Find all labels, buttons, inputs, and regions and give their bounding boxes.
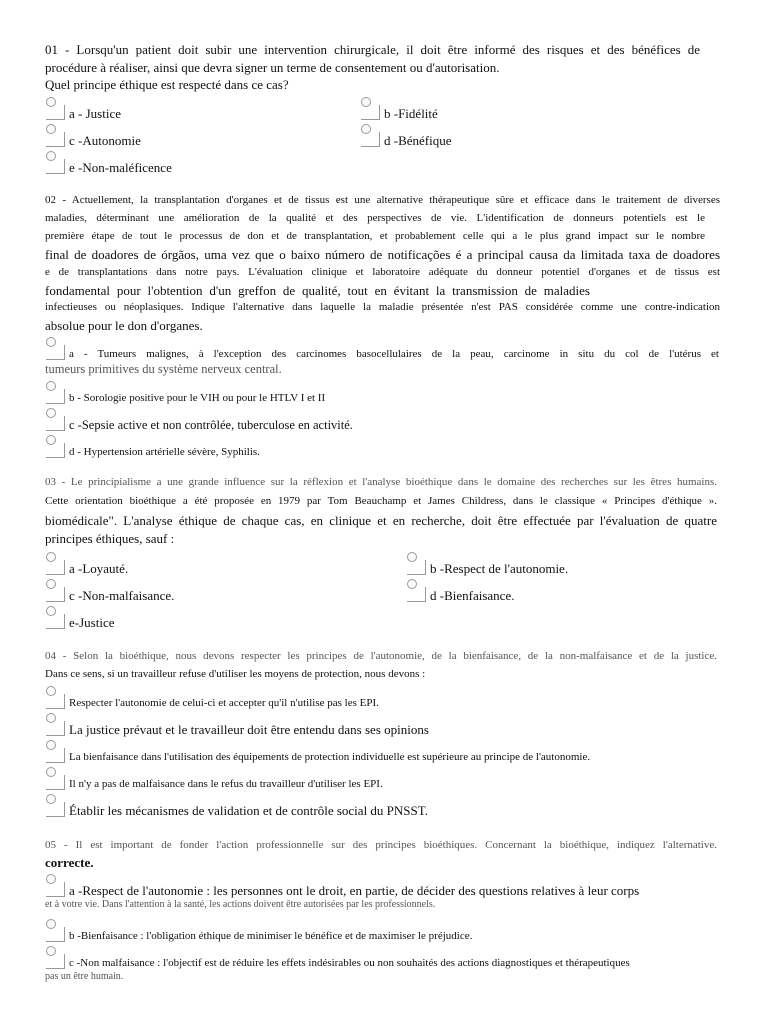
radio-button-icon[interactable]	[45, 946, 69, 972]
q3-line: 03 - Le principialisme a une grande influence sur la réflexion et l'analyse bioéthique dans le domaine des recherches sur les êtres humains.	[45, 476, 717, 488]
q2-line: 02 - Actuellement, la transplantation d'organes et de tissus est une alternative thérapeutique sûre et efficace dans le traitement de diverses	[45, 194, 720, 206]
q2-line: maladies, déterminant une amélioration de la qualité et des perspectives de vie. L'identification de donneurs potentiels est le	[45, 212, 705, 224]
q3-option-a[interactable]: a -Loyauté.	[45, 552, 128, 578]
radio-button-icon[interactable]	[45, 381, 69, 407]
radio-button-icon[interactable]	[360, 97, 384, 123]
q2-option-a[interactable]: a - Tumeurs malignes, à l'exception des carcinomes basocellulaires de la peau, carcinome in situ du col de l'utérus et	[45, 337, 719, 363]
radio-button-icon[interactable]	[45, 794, 69, 820]
radio-button-icon[interactable]	[45, 740, 69, 766]
q2-option-d[interactable]: d - Hypertension artérielle sévère, Syphilis.	[45, 435, 260, 461]
q4-option-2[interactable]: La justice prévaut et le travailleur doit être entendu dans ses opinions	[45, 713, 429, 739]
radio-button-icon[interactable]	[45, 408, 69, 434]
q2-line: première étape de tout le processus de don et de transplantation, et probablement celle qui a le plus grand impact sur le nombre	[45, 230, 705, 242]
q2-line: final de doadores de órgãos, uma vez que o baixo número de notificações é a principal causa da limitada taxa de doadores	[45, 247, 720, 262]
q1-line3: Quel principe éthique est respecté dans ce cas?	[45, 77, 289, 92]
q3-line: principes éthiques, sauf :	[45, 531, 175, 546]
q5-option-a[interactable]: a -Respect de l'autonomie : les personnes ont le droit, en partie, de décider des questions relatives à leur corps	[45, 874, 639, 900]
q4-option-1[interactable]: Respecter l'autonomie de celui-ci et accepter qu'il n'utilise pas les EPI.	[45, 686, 379, 712]
q4-option-5[interactable]: Établir les mécanismes de validation et de contrôle social du PNSST.	[45, 794, 428, 820]
q1-line1: 01 - Lorsqu'un patient doit subir une intervention chirurgicale, il doit être informé des risques et des bénéfices de	[45, 42, 700, 57]
q2-line: infectieuses ou néoplasiques. Indique l'alternative dans laquelle la maladie présentée n'est PAS considérée comme une contre-indication	[45, 301, 720, 313]
q4-line: 04 - Selon la bioéthique, nous devons respecter les principes de l'autonomie, de la bienfaisance, de la non-malfaisance et de la justice.	[45, 650, 717, 662]
radio-button-icon[interactable]	[45, 713, 69, 739]
radio-button-icon[interactable]	[45, 337, 69, 363]
radio-button-icon[interactable]	[45, 767, 69, 793]
q4-option-3[interactable]: La bienfaisance dans l'utilisation des équipements de protection individuelle est supérieure au principe de l'autonomie.	[45, 740, 590, 766]
q2-option-a-continuation: tumeurs primitives du système nerveux central.	[45, 362, 282, 376]
q1-option-b[interactable]: b -Fidélité	[360, 97, 438, 123]
q2-line: fondamental pour l'obtention d'un greffon de qualité, tout en évitant la transmission de maladies	[45, 283, 590, 298]
radio-button-icon[interactable]	[45, 686, 69, 712]
q5-line2: correcte.	[45, 855, 94, 870]
radio-button-icon[interactable]	[45, 97, 69, 123]
radio-button-icon[interactable]	[406, 552, 430, 578]
q1-line2: procédure à réaliser, ainsi que devra signer un terme de consentement ou d'autorisation.	[45, 60, 500, 75]
radio-button-icon[interactable]	[406, 579, 430, 605]
q1-option-a[interactable]: a - Justice	[45, 97, 121, 123]
q3-option-c[interactable]: c -Non-malfaisance.	[45, 579, 174, 605]
q2-option-c[interactable]: c -Sepsie active et non contrôlée, tuberculose en activité.	[45, 408, 353, 434]
radio-button-icon[interactable]	[45, 606, 69, 632]
q5-option-a-continuation: et à votre vie. Dans l'attention à la santé, les actions doivent être autorisées par les professionnels.	[45, 899, 436, 910]
q5-option-c-continuation: pas un être humain.	[45, 971, 124, 982]
q3-line: Cette orientation bioéthique a été proposée en 1979 par Tom Beauchamp et James Childress, dans le classique « Principes d'éthique ».	[45, 495, 717, 507]
radio-button-icon[interactable]	[45, 151, 69, 177]
q1-option-e[interactable]: e -Non-maléficence	[45, 151, 172, 177]
radio-button-icon[interactable]	[45, 124, 69, 150]
radio-button-icon[interactable]	[45, 919, 69, 945]
radio-button-icon[interactable]	[45, 579, 69, 605]
q4-line: Dans ce sens, si un travailleur refuse d'utiliser les moyens de protection, nous devons :	[45, 668, 426, 680]
q2-line: e de transplantations dans notre pays. L'évaluation clinique et laboratoire adéquate du donneur potentiel d'organes et de tissus est	[45, 266, 720, 278]
q1-option-c[interactable]: c -Autonomie	[45, 124, 141, 150]
radio-button-icon[interactable]	[45, 874, 69, 900]
q3-option-d[interactable]: d -Bienfaisance.	[406, 579, 514, 605]
radio-button-icon[interactable]	[45, 552, 69, 578]
q2-line: absolue pour le don d'organes.	[45, 318, 203, 333]
q3-option-e[interactable]: e-Justice	[45, 606, 114, 632]
radio-button-icon[interactable]	[45, 435, 69, 461]
q2-option-b[interactable]: b - Sorologie positive pour le VIH ou pour le HTLV I et II	[45, 381, 325, 407]
q3-option-b[interactable]: b -Respect de l'autonomie.	[406, 552, 568, 578]
q1-option-d[interactable]: d -Bénéfique	[360, 124, 452, 150]
q4-option-4[interactable]: Il n'y a pas de malfaisance dans le refus du travailleur d'utiliser les EPI.	[45, 767, 383, 793]
radio-button-icon[interactable]	[360, 124, 384, 150]
q5-option-b[interactable]: b -Bienfaisance : l'obligation éthique de minimiser le bénéfice et de maximiser le préjudice.	[45, 919, 472, 945]
q3-line: biomédicale". L'analyse éthique de chaque cas, en clinique et en recherche, doit être effectuée par l'évaluation de quatre	[45, 513, 717, 528]
q5-option-c[interactable]: c -Non malfaisance : l'objectif est de réduire les effets indésirables ou non souhaités des actions diagnostiques et thérapeutiques	[45, 946, 630, 972]
q5-line1: 05 - Il est important de fonder l'action professionnelle sur des principes bioéthiques. Concernant la bioéthique, indiquez l'alternative.	[45, 839, 717, 851]
